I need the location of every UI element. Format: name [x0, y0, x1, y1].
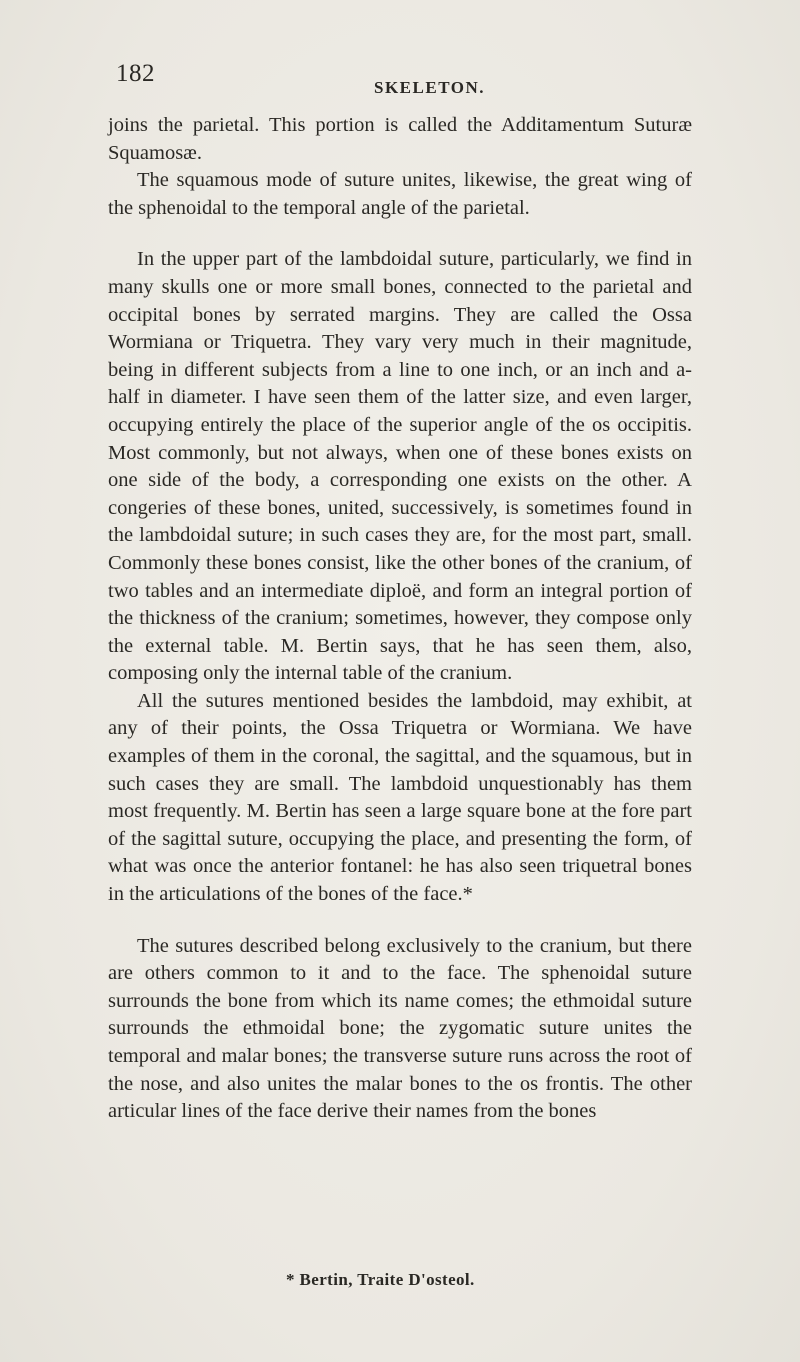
body-text — [108, 112, 692, 1126]
page-number: 182 — [116, 60, 155, 87]
paragraph: The sutures described belong exclusively to the cranium, but there are others common to it and to the face. The sphenoidal suture surrounds the bone from which its name comes; the ethmoidal suture surrounds the ethmoidal bone; the zygomatic suture unites the temporal and malar bones; the transverse suture runs across the root of the nose, and also unites the malar bones to the os frontis. The other articular lines of the face derive their names from the bones — [108, 934, 692, 1123]
running-head: SKELETON. — [374, 78, 485, 97]
paragraph: All the sutures mentioned besides the lambdoid, may exhibit, at any of their points, the Ossa Triquetra or Wormiana. We have examples of them in the coronal, the sagittal, and the squamous, but in such cases they are small. The lambdoid unquestionably has them most frequently. M. Bertin has seen a large square bone at the fore part of the sagittal suture, occupying the place, and presenting the form, of what was once the anterior fontanel: he has also seen triquetral bones in the articulations of the bones of the face.* — [108, 689, 692, 906]
footnote: * Bertin, Traite D'osteol. — [286, 1270, 475, 1289]
page-header — [116, 60, 696, 108]
paragraph: joins the parietal. This portion is called the Additamentum Suturæ Squamosæ. — [108, 114, 692, 164]
paragraph: In the upper part of the lambdoidal suture, particularly, we find in many skulls one or more small bones, connected to the parietal and occipital bones by serrated margins. They are called the Ossa Wormiana or Triquetra. They vary very much in their magnitude, being in different subjects from a line to one inch, or an inch and a-half in diameter. I have seen them of the latter size, and even larger, occupying entirely the place of the superior angle of the os occipitis. Most commonly, but not always, when one of these bones exists on one side of the body, a corresponding one exists on the other. A congeries of these bones, united, successively, is sometimes found in the lambdoidal suture; in such cases they are, for the most part, small. Commonly these bones consist, like the other bones of the cranium, of two tables and an intermediate diploë, and form an integral portion of the thickness of the cranium; sometimes, however, they compose only the external table. M. Bertin says, that he has seen them, also, composing only the internal table of the cranium. — [108, 248, 692, 685]
paragraph: The squamous mode of suture unites, likewise, the great wing of the sphenoidal to the temporal angle of the parietal. — [108, 169, 692, 219]
